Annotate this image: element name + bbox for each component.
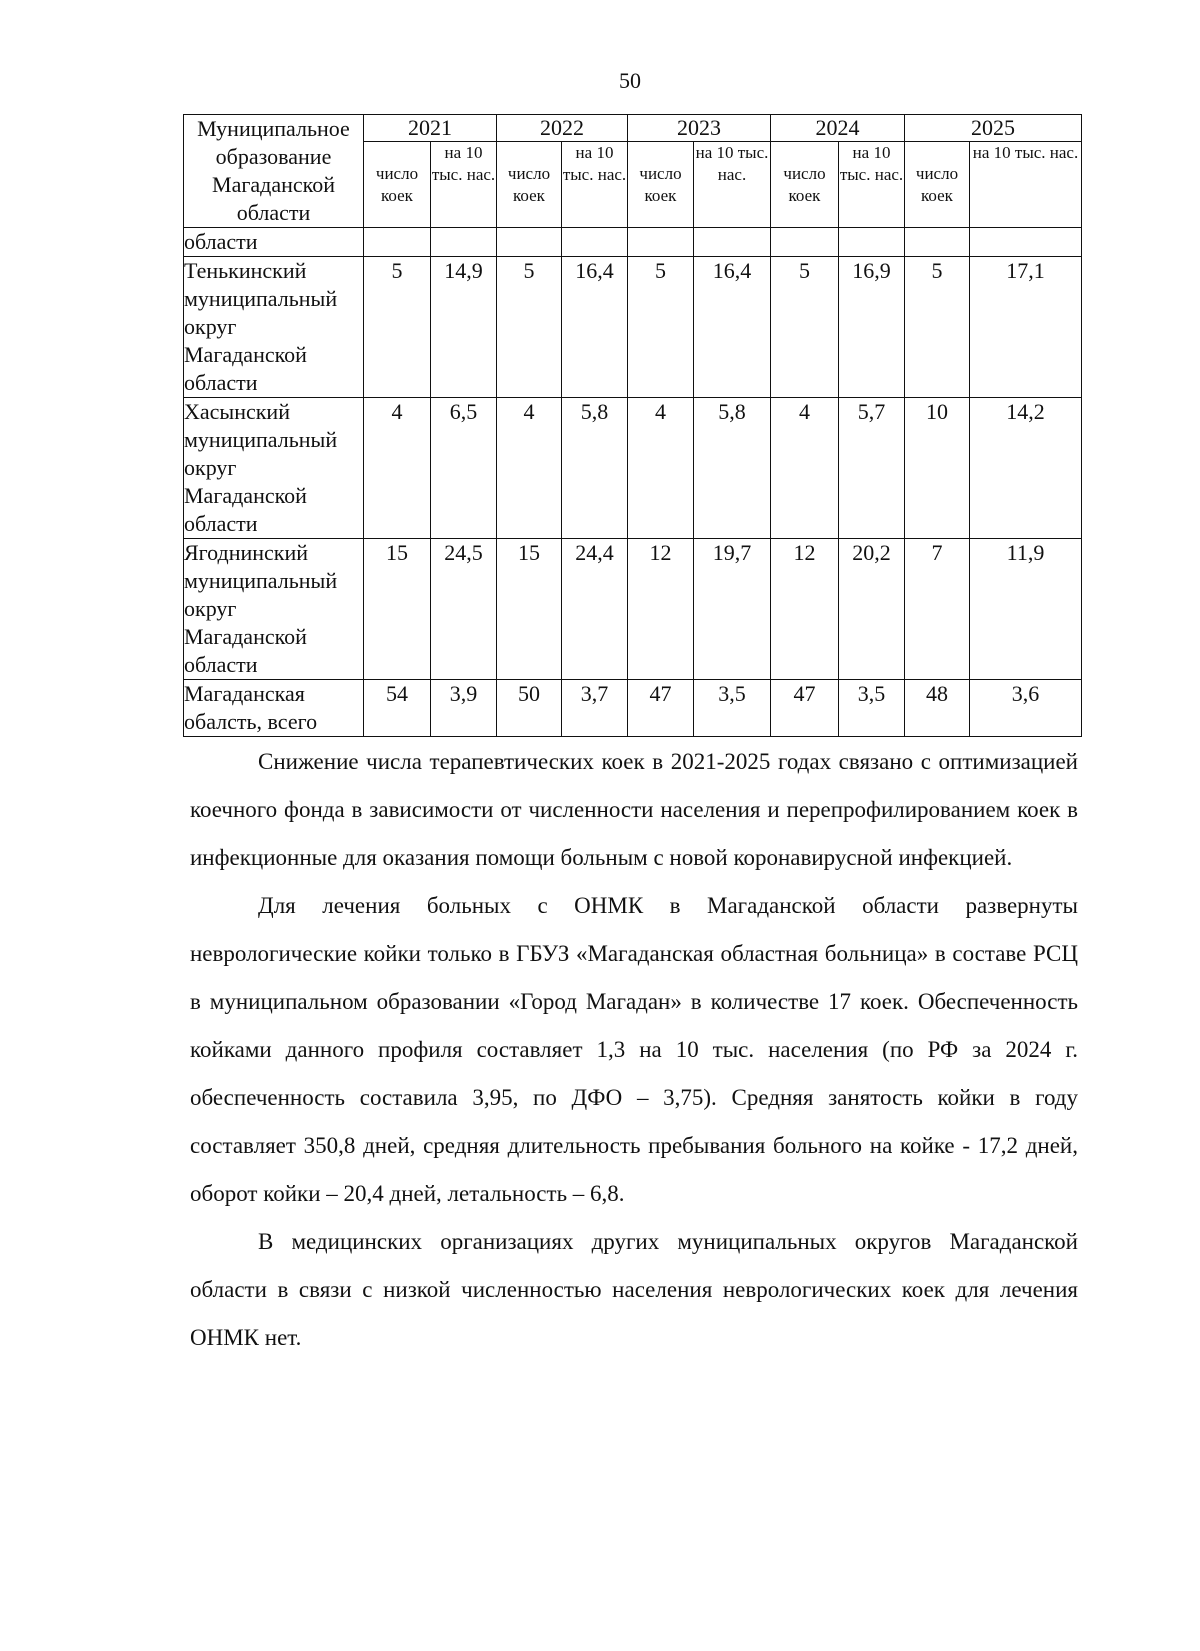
header-municipality: Муниципальное образование Магаданской области <box>184 115 364 228</box>
paragraph: Для лечения больных с ОНМК в Магаданской области развернуты неврологические койки только в ГБУЗ «Магаданская областная больница» в составе РСЦ в муниципальном образовании «Город Магадан» в количестве 17 коек. Обеспеченность койками данного профиля составляет 1,3 на 10 тыс. населения (по РФ за 2024 г. обеспеченность составила 3,95, по ДФО – 3,75). Средняя занятость койки в году составляет 350,8 дней, средняя длительность пребывания больного на койке - 17,2 дней, оборот койки – 20,4 дней, летальность – 6,8. <box>190 893 1078 1206</box>
table-row <box>184 228 1082 257</box>
cell-per-2023: 16,4 <box>694 257 771 398</box>
cell-per-2024: 3,5 <box>839 680 905 737</box>
beds-table <box>183 114 1082 737</box>
header-beds: число коек <box>905 142 970 228</box>
cell-beds-2022: 5 <box>497 257 562 398</box>
cell-per-2023: 19,7 <box>694 539 771 680</box>
cell-beds-2023: 5 <box>628 257 694 398</box>
cell-per-2021: 24,5 <box>431 539 497 680</box>
table-row <box>184 398 1082 539</box>
cell-beds-2022: 50 <box>497 680 562 737</box>
cell-beds-2024: 4 <box>771 398 839 539</box>
table-row <box>184 539 1082 680</box>
cell-beds-2025: 48 <box>905 680 970 737</box>
cell-per-2024: 5,7 <box>839 398 905 539</box>
cell-beds-2022: 15 <box>497 539 562 680</box>
table-row <box>184 257 1082 398</box>
cell-beds-2021: 54 <box>364 680 431 737</box>
cell-beds-2025: 10 <box>905 398 970 539</box>
cell-per-2024: 20,2 <box>839 539 905 680</box>
cell-beds-2023: 12 <box>628 539 694 680</box>
cell-beds-2021: 15 <box>364 539 431 680</box>
header-per-10k: на 10 тыс. нас. <box>562 142 628 228</box>
cell-per-2023: 3,5 <box>694 680 771 737</box>
header-beds: число коек <box>771 142 839 228</box>
cell-per-2022: 5,8 <box>562 398 628 539</box>
cell-per-2022: 3,7 <box>562 680 628 737</box>
cell-per-2023: 5,8 <box>694 398 771 539</box>
page-number: 50 <box>619 68 641 93</box>
cell-per-2021: 6,5 <box>431 398 497 539</box>
cell-per-2021: 14,9 <box>431 257 497 398</box>
header-beds: число коек <box>497 142 562 228</box>
row-name: Тенькинский муниципальный округ Магаданской области <box>184 257 364 398</box>
table-row <box>184 680 1082 737</box>
cell-per-2025: 3,6 <box>970 680 1082 737</box>
cell-per-2024: 16,9 <box>839 257 905 398</box>
header-beds: число коек <box>364 142 431 228</box>
paragraph: В медицинских организациях других муниципальных округов Магаданской области в связи с низкой численностью населения неврологических коек для лечения ОНМК нет. <box>190 1229 1078 1350</box>
row-name: Магаданская обалсть, всего <box>184 680 364 737</box>
cell-beds-2024: 47 <box>771 680 839 737</box>
cell-per-2021: 3,9 <box>431 680 497 737</box>
cell-beds-2021: 4 <box>364 398 431 539</box>
row-name: области <box>184 228 364 257</box>
cell-per-2025: 14,2 <box>970 398 1082 539</box>
cell-beds-2024: 5 <box>771 257 839 398</box>
cell-beds-2023: 4 <box>628 398 694 539</box>
cell-beds-2024: 12 <box>771 539 839 680</box>
body-text <box>190 738 1078 1362</box>
cell-per-2022: 24,4 <box>562 539 628 680</box>
header-per-10k: на 10 тыс. нас. <box>970 142 1082 228</box>
header-per-10k: на 10 тыс. нас. <box>431 142 497 228</box>
header-year: 2025 <box>905 115 1082 142</box>
cell-per-2022: 16,4 <box>562 257 628 398</box>
cell-beds-2021: 5 <box>364 257 431 398</box>
header-year: 2023 <box>628 115 771 142</box>
cell-beds-2025: 5 <box>905 257 970 398</box>
cell-beds-2023: 47 <box>628 680 694 737</box>
header-year: 2024 <box>771 115 905 142</box>
header-beds: число коек <box>628 142 694 228</box>
paragraph: Снижение числа терапевтических коек в 2021-2025 годах связано с оптимизацией коечного фонда в зависимости от численности населения и перепрофилированием коек в инфекционные для оказания помощи больным с новой коронавирусной инфекцией. <box>190 749 1078 870</box>
header-per-10k: на 10 тыс. нас. <box>839 142 905 228</box>
cell-per-2025: 17,1 <box>970 257 1082 398</box>
cell-per-2025: 11,9 <box>970 539 1082 680</box>
cell-beds-2022: 4 <box>497 398 562 539</box>
row-name: Хасынский муниципальный округ Магаданской области <box>184 398 364 539</box>
cell-beds-2025: 7 <box>905 539 970 680</box>
header-year: 2021 <box>364 115 497 142</box>
row-name: Ягоднинский муниципальный округ Магаданской области <box>184 539 364 680</box>
header-year: 2022 <box>497 115 628 142</box>
header-per-10k: на 10 тыс. нас. <box>694 142 771 228</box>
